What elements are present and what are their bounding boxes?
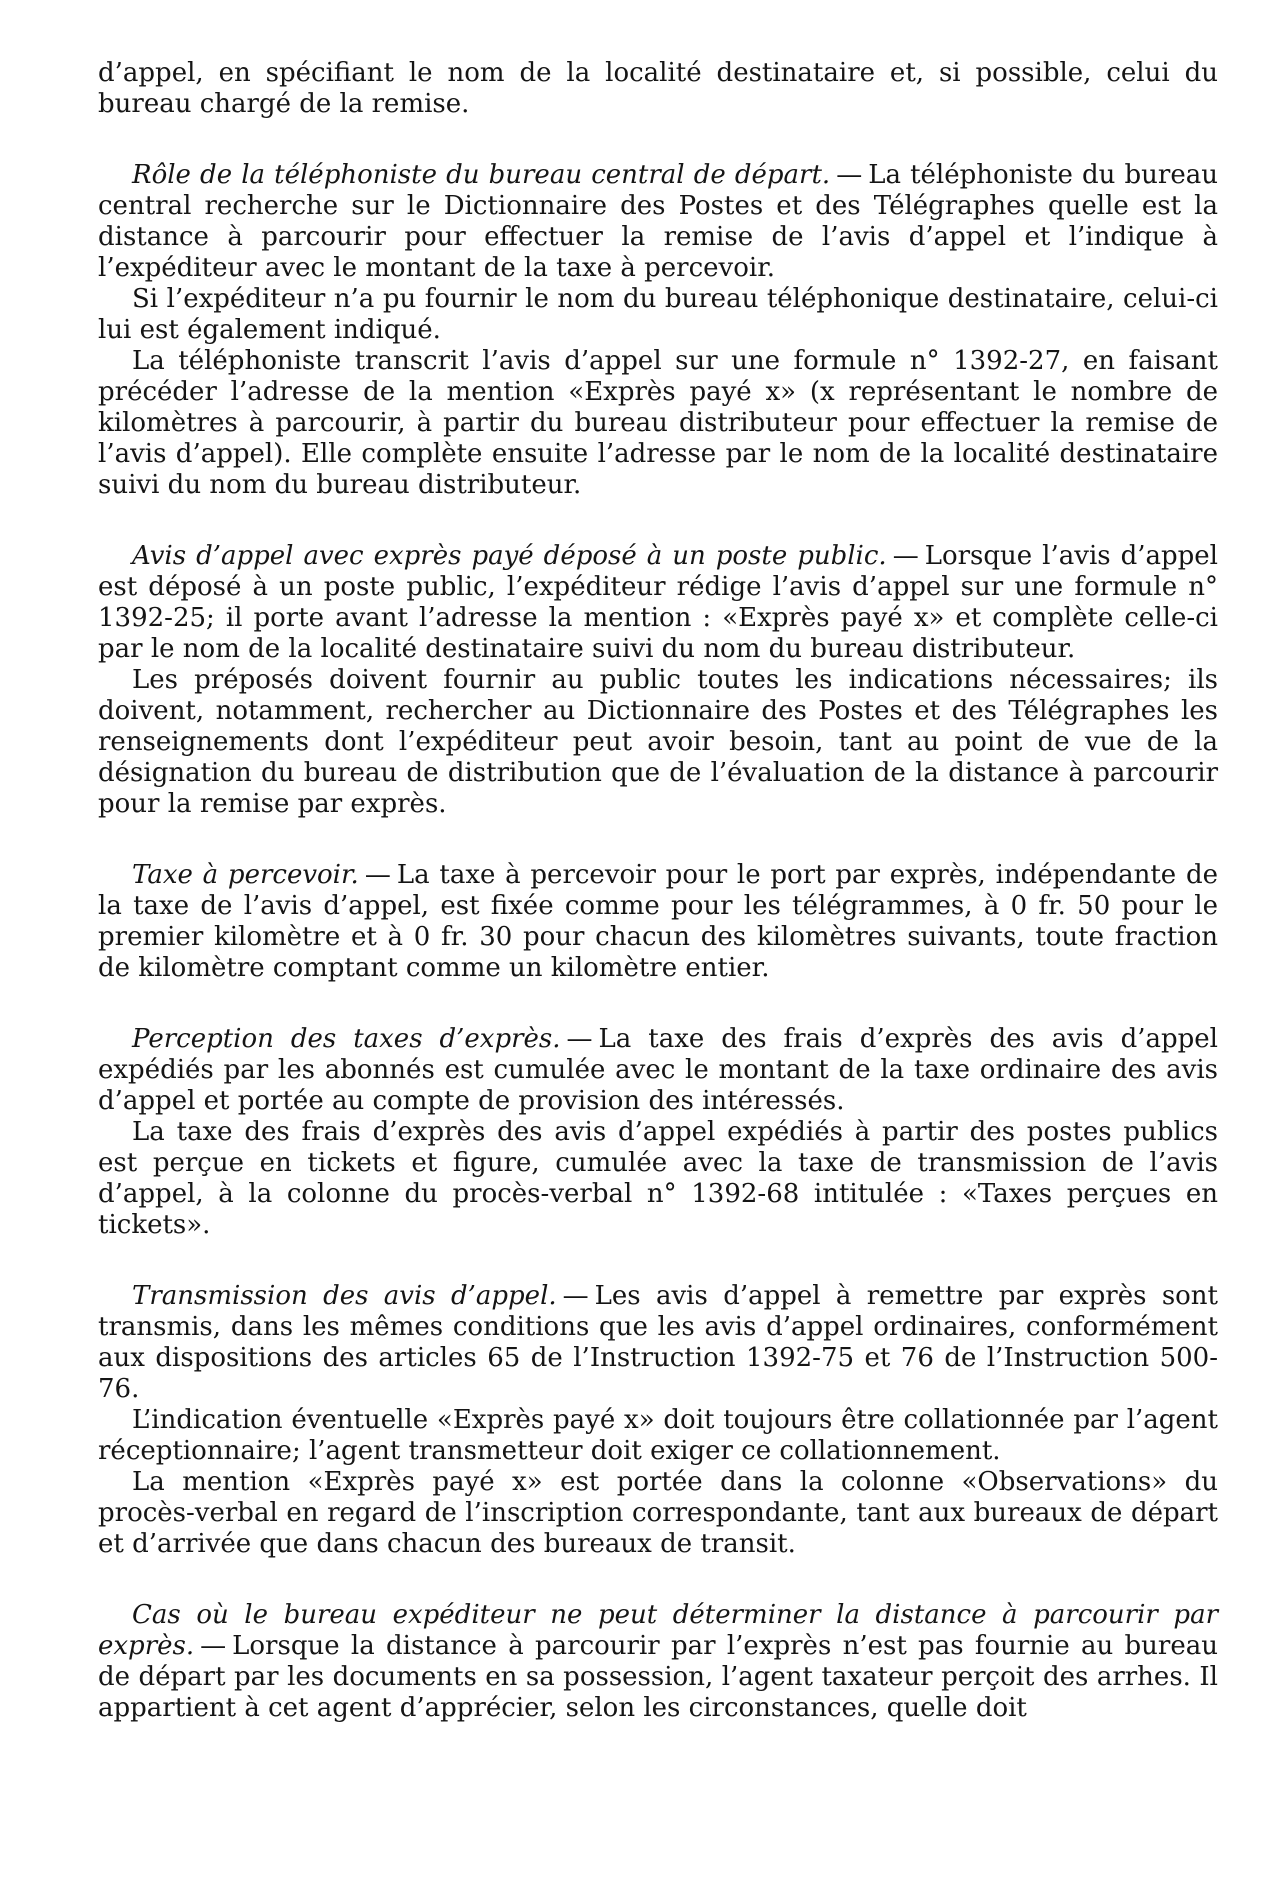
section-heading: Avis d’appel avec exprès payé déposé à un poste public. [132, 541, 887, 571]
section-transmission-avis [98, 1281, 1218, 1560]
section-paragraph: L’indication éventuelle «Exprès payé x» doit toujours être collationnée par l’agent réceptionnaire; l’agent transmetteur doit exiger ce collationnement. [98, 1405, 1218, 1466]
section-paragraph: Les préposés doivent fournir au public toutes les indications nécessaires; ils doivent, notamment, rechercher au Dictionnaire des Postes et des Télégraphes les renseignements dont l’expéditeur peut avoir besoin, tant au point de vue de la désignation du bureau de distribution que de l’évaluation de la distance à parcourir pour la remise par exprès. [98, 665, 1218, 819]
section-cas-distance-indeterminee [98, 1600, 1218, 1724]
section-role-telephoniste [98, 160, 1218, 501]
paragraph-text: La taxe des frais d’exprès des avis d’appel expédiés par les abonnés est cumulée avec le montant de la taxe ordinaire des avis d’appel et portée au compte de provision des intéressés. [98, 1024, 1218, 1116]
section-heading: Perception des taxes d’exprès. [132, 1024, 561, 1054]
section-paragraph: La mention «Exprès payé x» est portée dans la colonne «Observations» du procès-verbal en regard de l’inscription correspondante, tant aux bureaux de départ et d’arrivée que dans chacun des bureaux de transit. [98, 1467, 1218, 1559]
paragraph-text: La taxe à percevoir pour le port par exprès, indépendante de la taxe de l’avis d’appel, est fixée comme pour les télégrammes, à 0 fr. 50 pour le premier kilomètre et à 0 fr. 30 pour chacun des kilomètres suivants, toute fraction de kilomètre comptant comme un kilomètre entier. [98, 860, 1218, 983]
intro-paragraph: d’appel, en spécifiant le nom de la localité destinataire et, si possible, celui du bureau chargé de la remise. [98, 58, 1218, 119]
section-paragraph: Avis d’appel avec exprès payé déposé à un poste public. — Lorsque l’avis d’appel est déposé à un poste public, l’expéditeur rédige l’avis d’appel sur une formule n° 1392-25; il porte avant l’adresse la mention : «Exprès payé x» et complète celle-ci par le nom de la localité destinataire suivi du nom du bureau distributeur. [98, 541, 1218, 664]
paragraph-text: Lorsque l’avis d’appel est déposé à un poste public, l’expéditeur rédige l’avis d’appel sur une formule n° 1392-25; il porte avant l’adresse la mention : «Exprès payé x» et complète celle-ci par le nom de la localité destinataire suivi du nom du bureau distributeur. [98, 541, 1218, 664]
document-page [98, 58, 1218, 1724]
section-paragraph: Taxe à percevoir. — La taxe à percevoir pour le port par exprès, indépendante de la taxe de l’avis d’appel, est fixée comme pour les télégrammes, à 0 fr. 50 pour le premier kilomètre et à 0 fr. 30 pour chacun des kilomètres suivants, toute fraction de kilomètre comptant comme un kilomètre entier. [98, 860, 1218, 983]
paragraph-text: Lorsque la distance à parcourir par l’exprès n’est pas fournie au bureau de départ par les documents en sa possession, l’agent taxateur perçoit des arrhes. Il appartient à cet agent d’apprécier, selon les circonstances, quelle doit [98, 1631, 1218, 1723]
section-heading: Cas où le bureau expéditeur ne peut déterminer la distance à parcourir par exprès. [98, 1600, 1218, 1661]
section-heading: Rôle de la téléphoniste du bureau central de départ. [132, 160, 831, 190]
section-heading: Taxe à percevoir. [132, 860, 359, 890]
section-perception-taxes [98, 1024, 1218, 1241]
paragraph-text: La téléphoniste du bureau central recherche sur le Dictionnaire des Postes et des Télégraphes quelle est la distance à parcourir pour effectuer la remise de l’avis d’appel et l’indique à l’expéditeur avec le montant de la taxe à percevoir. [98, 160, 1218, 283]
section-paragraph: La téléphoniste transcrit l’avis d’appel sur une formule n° 1392-27, en faisant précéder l’adresse de la mention «Exprès payé x» (x représentant le nombre de kilomètres à parcourir, à partir du bureau distributeur pour effectuer la remise de l’avis d’appel). Elle complète ensuite l’adresse par le nom de la localité destinataire suivi du nom du bureau distributeur. [98, 346, 1218, 500]
section-avis-poste-public [98, 541, 1218, 820]
section-heading: Transmission des avis d’appel. [132, 1281, 557, 1311]
section-paragraph: Perception des taxes d’exprès. — La taxe des frais d’exprès des avis d’appel expédiés par les abonnés est cumulée avec le montant de la taxe ordinaire des avis d’appel et portée au compte de provision des intéressés. [98, 1024, 1218, 1116]
section-paragraph: Transmission des avis d’appel. — Les avis d’appel à remettre par exprès sont transmis, dans les mêmes conditions que les avis d’appel ordinaires, conformément aux dispositions des articles 65 de l’Instruction 1392-75 et 76 de l’Instruction 500-76. [98, 1281, 1219, 1404]
section-taxe-a-percevoir [98, 860, 1218, 984]
section-paragraph: Si l’expéditeur n’a pu fournir le nom du bureau téléphonique destinataire, celui-ci lui est également indiqué. [98, 284, 1218, 345]
section-paragraph: Rôle de la téléphoniste du bureau central de départ. — La téléphoniste du bureau central recherche sur le Dictionnaire des Postes et des Télégraphes quelle est la distance à parcourir pour effectuer la remise de l’avis d’appel et l’indique à l’expéditeur avec le montant de la taxe à percevoir. [98, 160, 1218, 283]
paragraph-text: Les avis d’appel à remettre par exprès sont transmis, dans les mêmes conditions que les avis d’appel ordinaires, conformément aux dispositions des articles 65 de l’Instruction 1392-75 et 76 de l’Instruction 500-76. [98, 1281, 1219, 1404]
section-paragraph: La taxe des frais d’exprès des avis d’appel expédiés à partir des postes publics est perçue en tickets et figure, cumulée avec la taxe de transmission de l’avis d’appel, à la colonne du procès-verbal n° 1392-68 intitulée : «Taxes perçues en tickets». [98, 1117, 1218, 1240]
section-paragraph: Cas où le bureau expéditeur ne peut déterminer la distance à parcourir par exprès. — Lorsque la distance à parcourir par l’exprès n’est pas fournie au bureau de départ par les documents en sa possession, l’agent taxateur perçoit des arrhes. Il appartient à cet agent d’apprécier, selon les circonstances, quelle doit [98, 1600, 1218, 1723]
